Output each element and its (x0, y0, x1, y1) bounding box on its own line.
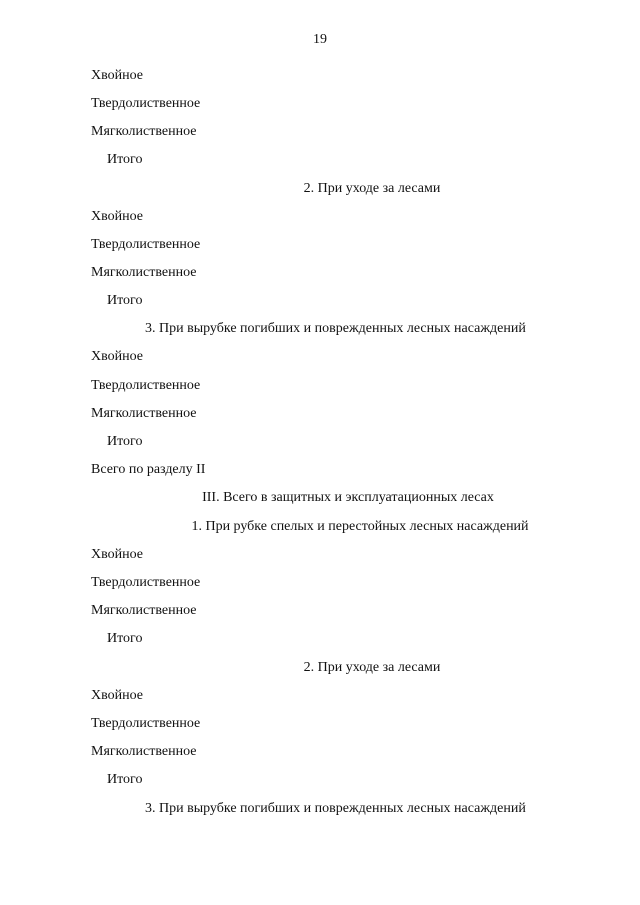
section-heading-3: III. Всего в защитных и эксплуатационных лесах (202, 490, 494, 505)
text-line-15: Всего по разделу II (91, 462, 206, 477)
text-line-23: Хвойное (91, 688, 143, 703)
text-line-13: Мягколиственное (91, 406, 197, 421)
section-heading-5: 2. При уходе за лесами (303, 660, 441, 675)
text-line-3: Мягколиственное (91, 124, 197, 139)
text-line-20: Мягколиственное (91, 603, 197, 618)
section-heading-2: 3. При вырубке погибших и поврежденных лесных насаждений (145, 321, 526, 336)
text-line-21: Итого (107, 631, 143, 646)
text-line-26: Итого (107, 772, 143, 787)
text-line-19: Твердолиственное (91, 575, 201, 590)
section-heading-4: 1. При рубке спелых и перестойных лесных насаждений (191, 519, 529, 534)
text-line-9: Итого (107, 293, 143, 308)
text-line-18: Хвойное (91, 547, 143, 562)
text-line-25: Мягколиственное (91, 744, 197, 759)
text-line-2: Твердолиственное (91, 96, 201, 111)
section-heading-6: 3. При вырубке погибших и поврежденных лесных насаждений (145, 801, 526, 816)
text-line-14: Итого (107, 434, 143, 449)
text-line-12: Твердолиственное (91, 378, 201, 393)
text-line-24: Твердолиственное (91, 716, 201, 731)
section-heading-1: 2. При уходе за лесами (303, 181, 441, 196)
text-line-11: Хвойное (91, 349, 143, 364)
text-line-1: Хвойное (91, 68, 143, 83)
text-line-4: Итого (107, 152, 143, 167)
text-line-6: Хвойное (91, 209, 143, 224)
text-line-8: Мягколиственное (91, 265, 197, 280)
text-line-7: Твердолиственное (91, 237, 201, 252)
page-number: 19 (313, 32, 327, 47)
